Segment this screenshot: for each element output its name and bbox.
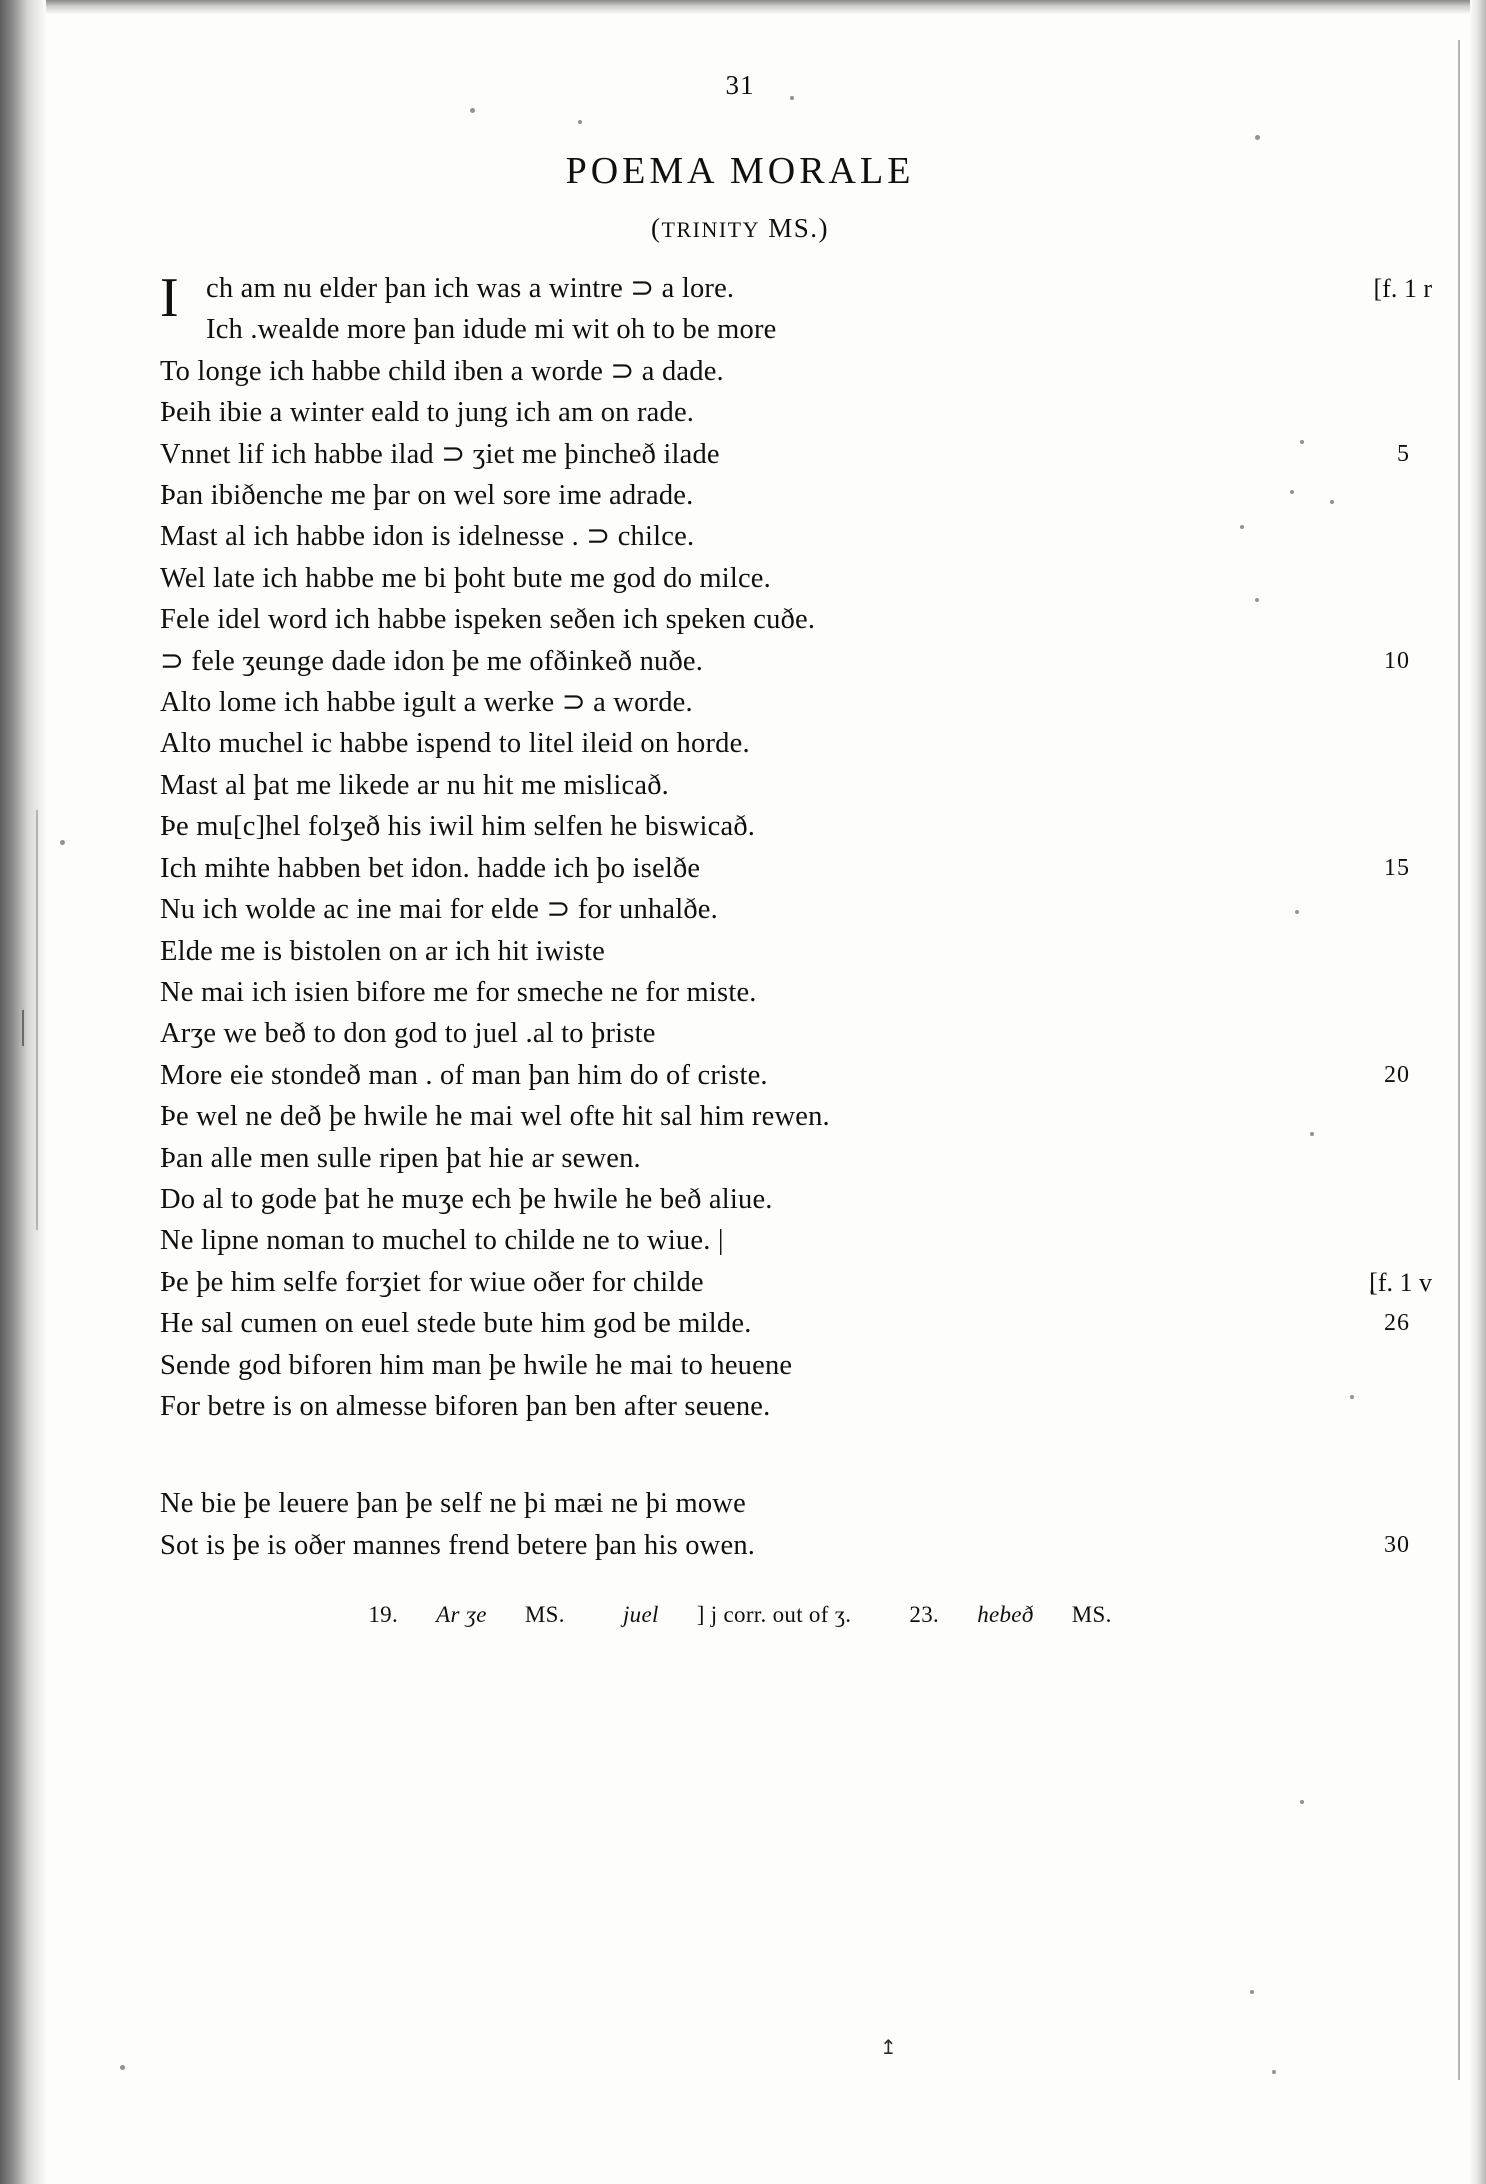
scan-speck [1250,1990,1254,1994]
poem-line [160,1096,1320,1137]
scan-edge-top [46,0,1486,14]
poem-line-text: Þe mu[c]hel folʒeð his iwil him selfen he biswicað. [160,811,756,843]
manuscript-subtitle [160,213,1320,244]
line-number: 30 [1384,1531,1410,1558]
poem-line [160,558,1320,599]
poem-line-text: More eie stondeð man . of man þan him do of criste. [160,1059,768,1091]
poem-line [160,516,1320,557]
page-number [160,70,1320,101]
poem-line-text: ch am nu elder þan ich was a wintre ⊃ a lore. [206,273,735,304]
poem-line-text: Do al to gode þat he muʒe ech þe hwile he beð aliue. [160,1183,773,1215]
scan-artifact-bottom: ↥ [880,2037,897,2059]
page-content [160,70,1432,1628]
page-title: POEMA MORALE [565,150,915,192]
poem-line-text: ⊃ fele ʒeunge dade idon þe me ofðinkeð nuðe. [160,645,704,677]
footnote-2-italic: juel [622,1602,659,1628]
poem-line [160,1055,1410,1096]
poem-line-text: Ne lipne noman to muchel to childe ne to wiue. | [160,1225,724,1257]
poem-line [160,1179,1320,1220]
poem-line [160,806,1320,847]
footnote-3-rest: MS. [1071,1602,1112,1628]
poem-line [160,848,1410,889]
page-rule-left [36,810,38,1230]
poem-line-text: Fele idel word ich habbe ispeken seðen ich speken cuðe. [160,604,816,636]
poem-line-text: Mast al þat me likede ar nu hit me mislicað. [160,769,669,801]
poem-line [160,1483,1320,1524]
poem-line [160,599,1320,640]
poem-line-text: Ich mihte habben bet idon. hadde ich þo iselðe [160,852,701,884]
margin-tick [22,1010,24,1046]
poem-line [160,351,1320,392]
poem-line [160,972,1320,1013]
poem-line [160,434,1410,475]
scan-edge-left [0,0,46,2184]
poem-line-text: Ich .wealde more þan idude mi wit oh to be more [206,314,777,346]
line-number: 20 [1384,1061,1410,1088]
poem-line-text: Ne bie þe leuere þan þe self ne þi mæi ne þi mowe [160,1488,746,1520]
poem-line [160,475,1320,516]
subtitle-open: ( [651,213,662,243]
poem-line-text: Þan ibiðenche me þar on wel sore ime adrade. [160,480,694,512]
footnote-2-rest: ] j corr. out of ʒ. [696,1602,852,1628]
footnote-3-number: 23. [909,1602,940,1628]
scan-edge-right [1470,0,1486,2184]
poem-line [160,889,1320,930]
scan-speck [1350,1395,1354,1399]
poem-line-text: Wel late ich habbe me bi þoht bute me god do milce. [160,562,771,594]
poem-line [160,641,1410,682]
poem-line [160,1013,1320,1054]
footnote-1-number: 19. [368,1602,398,1628]
poem-line-text: Þe wel ne deð þe hwile he mai wel ofte hit sal him rewen. [160,1101,830,1133]
poem-line-text: Arʒe we beð to don god to juel .al to þriste [160,1018,656,1050]
line-number: 5 [1397,440,1410,467]
stanza-gap [160,1427,1320,1483]
page-number-text: 31 [725,70,755,100]
poem-line-text: He sal cumen on euel stede bute him god be milde. [160,1308,752,1340]
footnote-3-italic: hebeð [977,1602,1034,1628]
poem-line [160,1345,1320,1386]
scan-speck [1300,1800,1304,1804]
subtitle-rest: MS.) [759,213,829,243]
line-number: 26 [1384,1310,1410,1337]
scan-speck [60,840,65,845]
footnote-1-italic: Ar ʒe [436,1602,487,1628]
poem-line-text: Þeih ibie a winter eald to jung ich am on rade. [160,397,695,429]
page-rule-right [1458,40,1460,2080]
footnote-1-rest: MS. [524,1602,565,1628]
poem-line [160,309,1320,350]
poem-line-text: Nu ich wolde ac ine mai for elde ⊃ for unhalðe. [160,894,718,926]
subtitle-smallcaps: TRINITY [661,217,760,242]
poem-line [160,1303,1410,1344]
poem-line-text: For betre is on almesse biforen þan ben after seuene. [160,1390,771,1422]
line-number: 15 [1384,854,1410,881]
poem-line-text: Elde me is bistolen on ar ich hit iwiste [160,935,605,967]
folio-reference: [f. 1 v [1369,1267,1432,1297]
poem-line [160,931,1320,972]
poem-line [160,682,1320,723]
poem-line-text: Alto lome ich habbe igult a werke ⊃ a worde. [160,687,693,719]
poem-line [160,1138,1320,1179]
poem-line [160,1386,1320,1427]
poem-line [160,1220,1320,1261]
poem-line [160,765,1320,806]
drop-cap: I [160,267,179,329]
poem-line-text: Þe þe him selfe forʒiet for wiue oðer for childe [160,1266,704,1298]
poem-line [160,723,1320,764]
poem-body [160,267,1432,1566]
poem-line [160,392,1320,433]
line-number: 10 [1384,647,1410,674]
poem-line-text: Vnnet lif ich habbe ilad ⊃ ʒiet me þincheð ilade [160,438,720,470]
footnotes [160,1602,1320,1628]
poem-line [160,267,1432,329]
poem-line-text: To longe ich habbe child iben a worde ⊃ a dade. [160,355,724,387]
poem-line [160,1262,1432,1303]
folio-reference: [f. 1 r [1373,274,1432,303]
scan-speck [120,2065,125,2070]
poem-line-text: Sende god biforen him man þe hwile he mai to heuene [160,1349,793,1381]
poem-line-text: Mast al ich habbe idon is idelnesse . ⊃ chilce. [160,521,695,553]
scan-speck [1272,2070,1276,2074]
poem-line-text: Sot is þe is oðer mannes frend betere þan his owen. [160,1529,756,1561]
poem-line-text: Alto muchel ic habbe ispend to litel ileid on horde. [160,728,750,760]
scan-speck [1330,500,1334,504]
poem-line-text: Ne mai ich isien bifore me for smeche ne for miste. [160,976,757,1008]
poem-line-text: Þan alle men sulle ripen þat hie ar sewen. [160,1142,641,1174]
poem-line [160,1525,1410,1566]
